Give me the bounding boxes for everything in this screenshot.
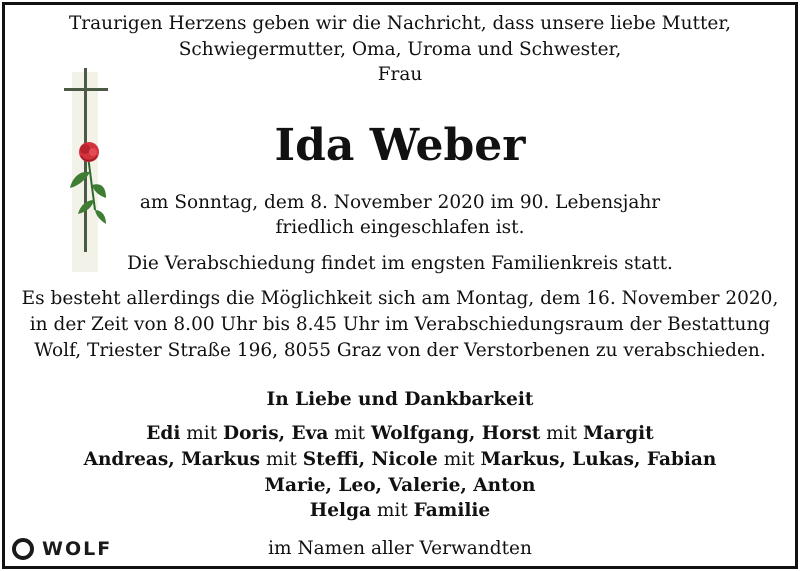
ring-icon <box>12 538 34 560</box>
family-connector: mit <box>540 423 583 444</box>
family-member-names: Helga <box>309 500 371 521</box>
death-line-2: friedlich eingeschlafen ist. <box>275 217 525 238</box>
family-row <box>0 499 800 523</box>
family-connector: mit <box>328 423 371 444</box>
family-member-names: Wolfgang, Horst <box>370 423 541 444</box>
closing-phrase: In Liebe und Dankbarkeit <box>266 389 534 410</box>
logo-text: WOLF <box>42 538 113 560</box>
death-line-1: am Sonntag, dem 8. November 2020 im 90. Lebensjahr <box>139 192 661 213</box>
family-row <box>0 474 800 498</box>
intro-line-3: Frau <box>377 64 423 85</box>
signature-line: im Namen aller Verwandten <box>268 538 532 559</box>
family-row <box>0 422 800 446</box>
family-connector: mit <box>180 423 224 444</box>
family-member-names: Edi <box>146 423 181 444</box>
family-connector: mit <box>260 449 303 470</box>
farewell-line-3: Wolf, Triester Straße 196, 8055 Graz von der Verstorbenen zu verabschieden. <box>34 340 766 361</box>
wolf-logo <box>12 536 112 562</box>
farewell-line-2: in der Zeit von 8.00 Uhr bis 8.45 Uhr im Verabschiedungsraum der Bestattung <box>29 314 771 335</box>
farewell-private: Die Verabschiedung findet im engsten Familienkreis statt. <box>127 253 673 274</box>
family-member-names: Familie <box>413 500 491 521</box>
family-member-names: Andreas, Markus <box>83 449 261 470</box>
family-connector: mit <box>371 500 414 521</box>
family-member-names: Marie, Leo, Valerie, Anton <box>264 475 536 496</box>
family-member-names: Markus, Lukas, Fabian <box>480 449 717 470</box>
family-member-names: Doris, Eva <box>223 423 329 444</box>
family-member-names: Margit <box>582 423 654 444</box>
intro-line-1: Traurigen Herzens geben wir die Nachricht, dass unsere liebe Mutter, <box>68 13 732 34</box>
deceased-name: Ida Weber <box>274 120 526 171</box>
cross-with-rose-icon <box>62 60 112 276</box>
intro-line-2: Schwiegermutter, Oma, Uroma und Schwester, <box>178 39 622 60</box>
family-connector: mit <box>437 449 481 470</box>
farewell-line-1: Es besteht allerdings die Möglichkeit sich am Montag, dem 16. November 2020, <box>21 288 779 309</box>
family-row <box>0 448 800 472</box>
family-member-names: Steffi, Nicole <box>302 449 438 470</box>
